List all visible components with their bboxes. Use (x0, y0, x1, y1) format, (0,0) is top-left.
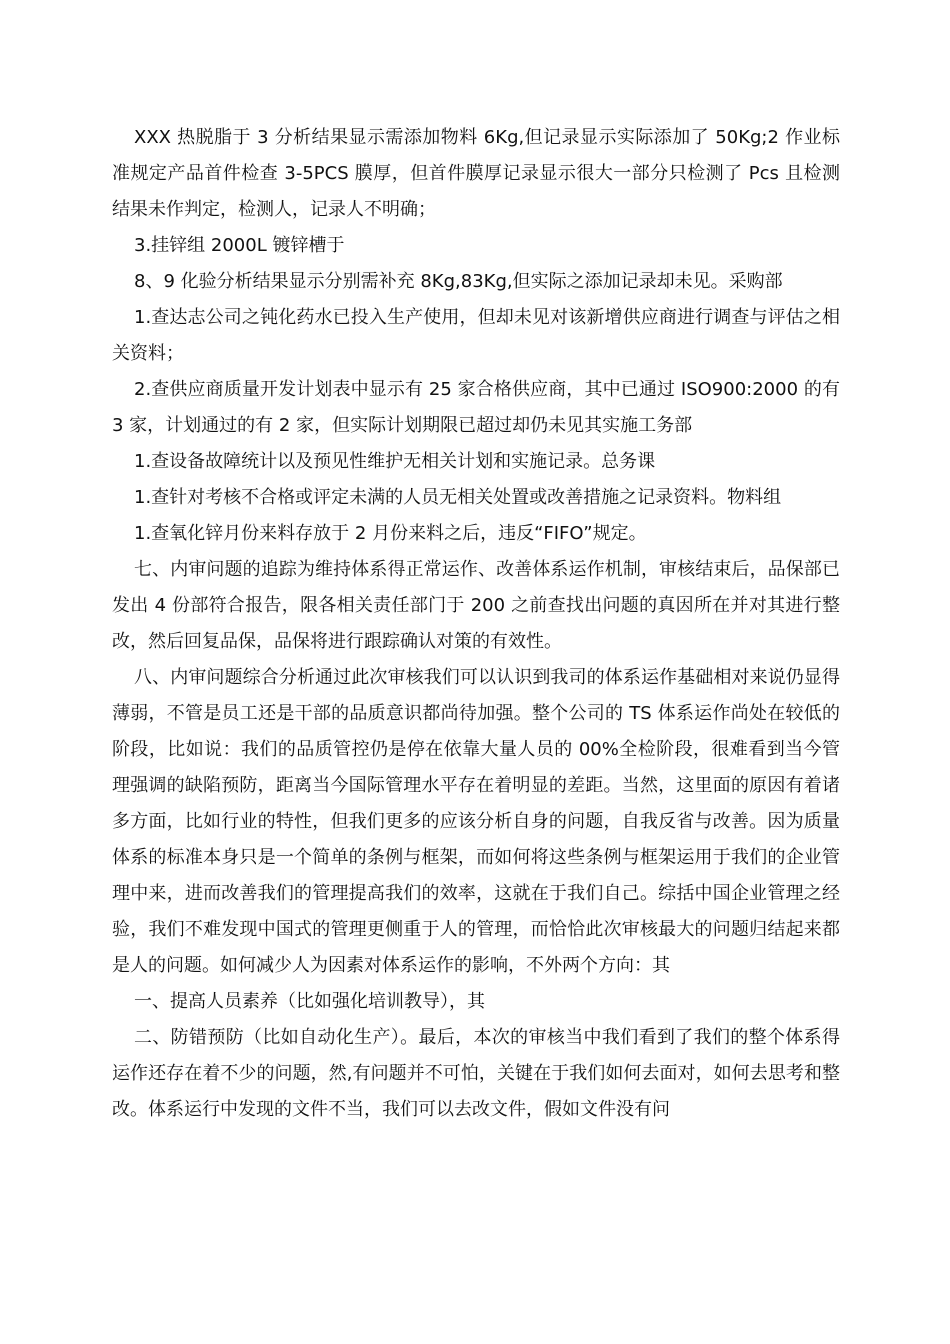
paragraph-supplier-quality-plan: 2.查供应商质量开发计划表中显示有 25 家合格供应商，其中已通过 ISO900:2000 的有 3 家，计划通过的有 2 家，但实际计划期限已超过却仍未见其实施工务部 (112, 379, 840, 436)
paragraph-assessment-records: 1.查针对考核不合格或评定未满的人员无相关处置或改善措施之记录资料。物料组 (134, 487, 782, 508)
paragraph-section-eight-analysis: 八、内审问题综合分析通过此次审核我们可以认识到我司的体系运作基础相对来说仍显得薄弱，不管是员工还是干部的品质意识都尚待加强。整个公司的 TS 体系运作尚处在较低的阶段，比如说：我们的品质管控仍是停在依靠大量人员的 00%全检阶段，很难看到当今管理强调的缺陷预防，距离当今国际管理水平存在着明显的差距。当然，这里面的原因有着诸多方面，比如行业的特性，但我们更多的应该分析自身的问题，自我反省与改善。因为质量体系的标准本身只是一个简单的条例与框架，而如何将这些条例与框架运用于我们的企业管理中来，进而改善我们的管理提高我们的效率，这就在于我们自己。综括中国企业管理之经验，我们不难发现中国式的管理更侧重于人的管理，而恰恰此次审核最大的问题归结起来都是人的问题。如何减少人为因素对体系运作的影响，不外两个方向：其 (112, 667, 840, 976)
paragraph-zinc-oxide-fifo: 1.查氧化锌月份来料存放于 2 月份来料之后，违反“FIFO”规定。 (134, 523, 647, 544)
paragraph-lab-analysis-procurement: 8、9 化验分析结果显示分别需补充 8Kg,83Kg,但实际之添加记录却未见。采购部 (134, 271, 783, 292)
paragraph-section-seven-tracking: 七、内审问题的追踪为维持体系得正常运作、改善体系运作机制，审核结束后，品保部已发出 4 份部符合报告，限各相关责任部门于 200 之前查找出问题的真因所在并对其进行整改，然后回复品保，品保将进行跟踪确认对策的有效性。 (112, 559, 840, 652)
paragraph-zinc-tank-item: 3.挂锌组 2000L 镀锌槽于 (134, 235, 345, 256)
paragraph-hot-degreasing-record: XXX 热脱脂于 3 分析结果显示需添加物料 6Kg,但记录显示实际添加了 50Kg;2 作业标准规定产品首件检查 3-5PCS 膜厚，但首件膜厚记录显示很大一部分只检测了 Pcs 且检测结果未作判定，检测人，记录人不明确； (112, 127, 840, 220)
paragraph-passivation-supplier: 1.查达志公司之钝化药水已投入生产使用，但却未见对该新增供应商进行调查与评估之相关资料； (112, 307, 840, 364)
paragraph-direction-two: 二、防错预防（比如自动化生产）。最后，本次的审核当中我们看到了我们的整个体系得运作还存在着不少的问题，然,有问题并不可怕，关键在于我们如何去面对，如何去思考和整改。体系运行中发现的文件不当，我们可以去改文件，假如文件没有问 (112, 1027, 840, 1120)
document-body (112, 120, 840, 1128)
paragraph-direction-one: 一、提高人员素养（比如强化培训教导），其 (134, 991, 485, 1012)
paragraph-equipment-maintenance: 1.查设备故障统计以及预见性维护无相关计划和实施记录。总务课 (134, 451, 656, 472)
